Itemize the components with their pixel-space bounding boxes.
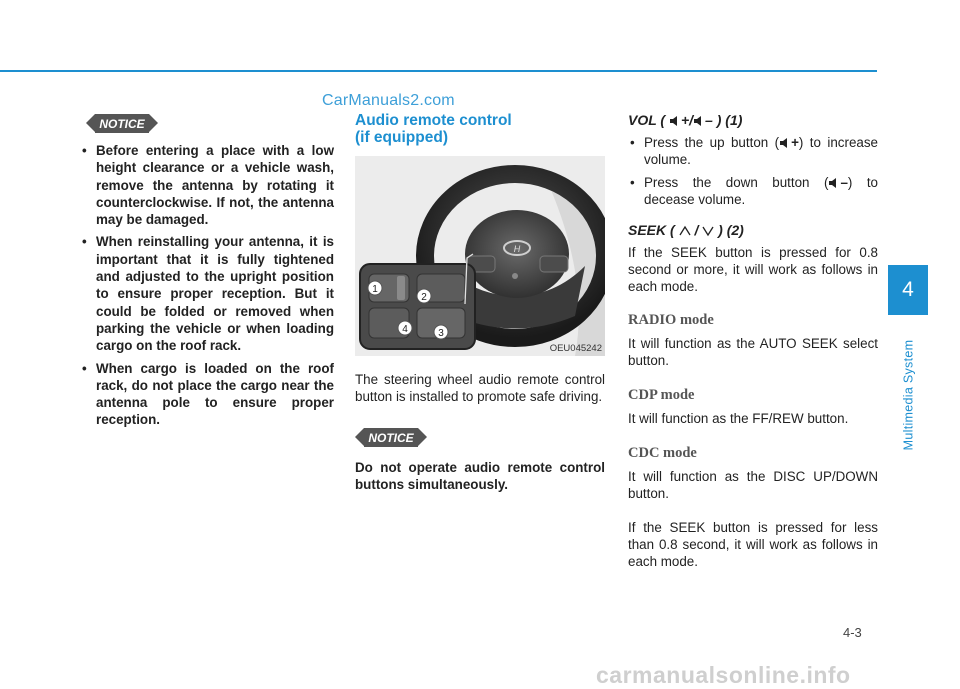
vol-up-text-after: ) to increase volume. bbox=[644, 135, 878, 168]
callout-3: 3 bbox=[438, 328, 444, 339]
vol-down-text-after: ) to decease volume. bbox=[644, 174, 878, 207]
seek-heading-prefix: SEEK ( bbox=[628, 222, 675, 239]
watermark-top: CarManuals2.com bbox=[322, 92, 455, 109]
list-item: • Before entering a place with a low height clearance or a vehicle wash, remove the antenna by rotating it counterclockwise. If not, the antenna may be damaged. bbox=[80, 142, 334, 228]
vol-up-text-before: Press the up button ( bbox=[644, 135, 780, 150]
list-item bbox=[628, 134, 878, 169]
speaker-icon bbox=[779, 137, 791, 149]
heading-line-2: (if equipped) bbox=[355, 129, 448, 146]
list-item bbox=[628, 174, 878, 209]
list-item: • When reinstalling your antenna, it is important that it is fully tightened and adjusted to the upright position to ensure proper reception. But it could be folded or removed when parking the vehicle or when loading cargo on the roof rack. bbox=[80, 233, 334, 354]
seek-outro: If the SEEK button is pressed for less than 0.8 second, it will work as follows in each mode. bbox=[628, 520, 878, 570]
list-item: • When cargo is loaded on the roof rack, do not place the cargo near the antenna pole to ensure proper reception. bbox=[80, 360, 334, 429]
mode-text-cdc: It will function as the DISC UP/DOWN button. bbox=[628, 469, 878, 502]
notice-badge-left: NOTICE bbox=[95, 114, 149, 133]
mode-heading-cdp: CDP mode bbox=[628, 387, 695, 404]
mode-heading-radio: RADIO mode bbox=[628, 312, 714, 329]
vol-heading bbox=[628, 112, 878, 128]
chapter-tab: 4 bbox=[888, 265, 928, 315]
steering-wheel-figure bbox=[355, 156, 605, 356]
vol-list bbox=[628, 134, 878, 208]
callout-1: 1 bbox=[372, 284, 378, 295]
page-number: 4-3 bbox=[843, 625, 862, 640]
seek-heading bbox=[628, 222, 878, 238]
remote-control-notice-text: Do not operate audio remote control buttons simultaneously. bbox=[355, 460, 605, 492]
notice-badge-middle: NOTICE bbox=[364, 428, 418, 447]
vol-heading-plus: + bbox=[680, 112, 690, 128]
antenna-notice-list bbox=[80, 142, 334, 429]
seek-heading-suffix: ) (2) bbox=[718, 222, 744, 239]
seek-heading-slash: / bbox=[694, 222, 699, 239]
svg-text:H: H bbox=[513, 244, 521, 254]
left-column bbox=[80, 142, 334, 434]
heading-line-1: Audio remote control bbox=[355, 112, 512, 129]
watermark-bottom: carmanualsonline.info bbox=[596, 662, 851, 688]
vol-down-symbol: – bbox=[840, 174, 848, 190]
vol-up-symbol: + bbox=[791, 135, 799, 150]
right-column bbox=[628, 112, 878, 570]
mode-text-radio: It will function as the AUTO SEEK select button. bbox=[628, 336, 878, 369]
mode-heading-cdc: CDC mode bbox=[628, 445, 697, 462]
vol-heading-minus: – bbox=[705, 112, 713, 128]
seek-intro: If the SEEK button is pressed for 0.8 second or more, it will work as follows in each mode. bbox=[628, 245, 878, 295]
callout-2: 2 bbox=[421, 292, 427, 303]
vol-heading-slash: / bbox=[689, 112, 694, 128]
remote-control-intro: The steering wheel audio remote control button is installed to promote safe driving. bbox=[355, 372, 605, 404]
chapter-title-text: Multimedia System bbox=[901, 339, 915, 451]
section-heading bbox=[355, 112, 605, 146]
steering-wheel-illustration bbox=[355, 156, 605, 356]
speaker-icon bbox=[828, 177, 840, 189]
mode-text-cdp: It will function as the FF/REW button. bbox=[628, 411, 849, 427]
vol-heading-prefix: VOL ( bbox=[628, 112, 666, 128]
speaker-icon bbox=[669, 115, 681, 127]
figure-code: OEU045242 bbox=[549, 343, 602, 354]
chevron-up-icon bbox=[679, 225, 691, 237]
chapter-title bbox=[898, 325, 918, 465]
header-rule bbox=[0, 70, 877, 72]
callout-4: 4 bbox=[402, 324, 408, 335]
chevron-down-icon bbox=[702, 225, 714, 237]
vol-heading-suffix: ) (1) bbox=[716, 112, 743, 128]
speaker-icon bbox=[693, 115, 705, 127]
vol-down-text-before: Press the down button ( bbox=[644, 174, 829, 190]
